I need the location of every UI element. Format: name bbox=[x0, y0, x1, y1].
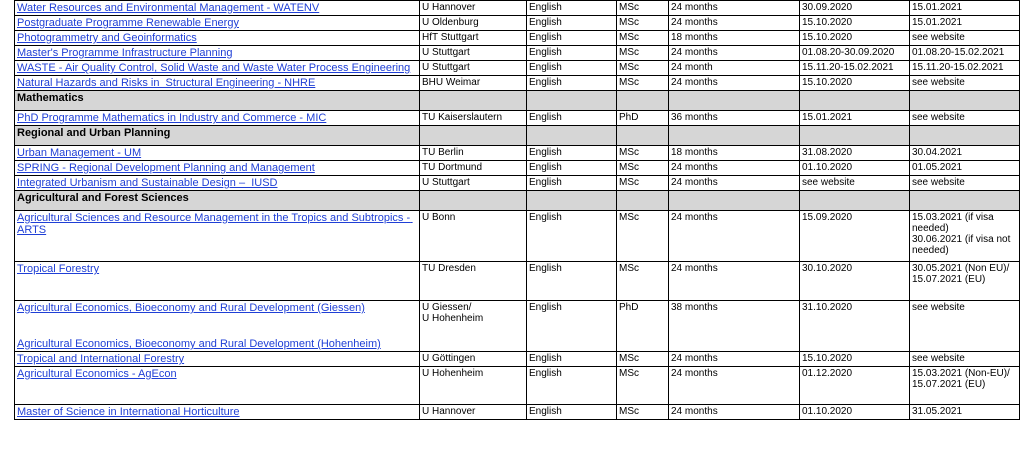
programme-link[interactable]: Photogrammetry and Geoinformatics bbox=[17, 32, 197, 44]
programme-link[interactable]: Urban Management - UM bbox=[17, 147, 142, 159]
duration-cell: 36 months bbox=[669, 111, 800, 126]
duration-cell: 38 months bbox=[669, 301, 800, 352]
category-row bbox=[15, 91, 1020, 111]
duration-cell: 24 months bbox=[669, 405, 800, 420]
duration-cell: 24 months bbox=[669, 46, 800, 61]
university-cell: U Oldenburg bbox=[420, 16, 527, 31]
programme-cell bbox=[15, 262, 420, 301]
start-date-cell: 15.01.2021 bbox=[800, 111, 910, 126]
table-row bbox=[15, 161, 1020, 176]
table-row bbox=[15, 16, 1020, 31]
start-date-cell: 01.10.2020 bbox=[800, 161, 910, 176]
language-cell: English bbox=[527, 46, 617, 61]
start-date-cell: 15.10.2020 bbox=[800, 31, 910, 46]
duration-cell: 24 months bbox=[669, 176, 800, 191]
programme-link[interactable]: PhD Programme Mathematics in Industry and Commerce - MIC bbox=[17, 112, 327, 124]
deadline-cell: 15.03.2021 (Non-EU)/ 15.07.2021 (EU) bbox=[910, 367, 1020, 405]
programme-cell bbox=[15, 146, 420, 161]
start-date-cell: 30.10.2020 bbox=[800, 262, 910, 301]
university-cell: U Bonn bbox=[420, 211, 527, 262]
programme-link[interactable]: Master's Programme Infrastructure Planning bbox=[17, 47, 233, 59]
deadline-cell: 15.01.2021 bbox=[910, 16, 1020, 31]
university-cell: U Hannover bbox=[420, 1, 527, 16]
table-row bbox=[15, 405, 1020, 420]
category-label: Mathematics bbox=[15, 91, 420, 111]
university-cell: TU Dresden bbox=[420, 262, 527, 301]
table-row bbox=[15, 352, 1020, 367]
deadline-cell: see website bbox=[910, 111, 1020, 126]
university-cell: U Stuttgart bbox=[420, 61, 527, 76]
language-cell: English bbox=[527, 76, 617, 91]
programme-cell bbox=[15, 211, 420, 262]
degree-cell: MSc bbox=[617, 46, 669, 61]
programme-cell bbox=[15, 176, 420, 191]
degree-cell: MSc bbox=[617, 76, 669, 91]
degree-cell: MSc bbox=[617, 262, 669, 301]
university-cell: U Stuttgart bbox=[420, 46, 527, 61]
duration-cell: 24 month bbox=[669, 61, 800, 76]
duration-cell: 24 months bbox=[669, 211, 800, 262]
degree-cell: PhD bbox=[617, 111, 669, 126]
university-cell: U Hannover bbox=[420, 405, 527, 420]
table-row bbox=[15, 111, 1020, 126]
table-row bbox=[15, 76, 1020, 91]
category-empty-cell bbox=[617, 126, 669, 146]
duration-cell: 18 months bbox=[669, 146, 800, 161]
category-row bbox=[15, 126, 1020, 146]
university-cell: TU Dortmund bbox=[420, 161, 527, 176]
degree-cell: MSc bbox=[617, 31, 669, 46]
programme-cell bbox=[15, 76, 420, 91]
degree-cell: MSc bbox=[617, 211, 669, 262]
university-cell: U Göttingen bbox=[420, 352, 527, 367]
category-label: Agricultural and Forest Sciences bbox=[15, 191, 420, 211]
programme-cell bbox=[15, 16, 420, 31]
degree-cell: MSc bbox=[617, 405, 669, 420]
programme-link[interactable]: SPRING - Regional Development Planning and Management bbox=[17, 162, 315, 174]
deadline-cell: 01.08.20-15.02.2021 bbox=[910, 46, 1020, 61]
university-cell: TU Berlin bbox=[420, 146, 527, 161]
category-empty-cell bbox=[617, 91, 669, 111]
table-row bbox=[15, 211, 1020, 262]
start-date-cell: 01.08.20-30.09.2020 bbox=[800, 46, 910, 61]
programme-link[interactable]: Agricultural Sciences and Resource Management in the Tropics and Subtropics - ARTS bbox=[17, 212, 413, 236]
start-date-cell: 15.10.2020 bbox=[800, 352, 910, 367]
category-empty-cell bbox=[527, 191, 617, 211]
programme-cell bbox=[15, 301, 420, 352]
category-empty-cell bbox=[669, 91, 800, 111]
start-date-cell: 15.09.2020 bbox=[800, 211, 910, 262]
deadline-cell: 30.05.2021 (Non EU)/ 15.07.2021 (EU) bbox=[910, 262, 1020, 301]
duration-cell: 24 months bbox=[669, 352, 800, 367]
language-cell: English bbox=[527, 301, 617, 352]
deadline-cell: 15.01.2021 bbox=[910, 1, 1020, 16]
category-empty-cell bbox=[669, 126, 800, 146]
degree-cell: MSc bbox=[617, 161, 669, 176]
table-row bbox=[15, 262, 1020, 301]
university-cell: TU Kaiserslautern bbox=[420, 111, 527, 126]
deadline-cell: 15.03.2021 (if visa needed) 30.06.2021 (if visa not needed) bbox=[910, 211, 1020, 262]
deadline-cell: see website bbox=[910, 301, 1020, 352]
programme-link[interactable]: Tropical and International Forestry bbox=[17, 353, 185, 365]
programme-cell bbox=[15, 1, 420, 16]
category-empty-cell bbox=[910, 91, 1020, 111]
programme-cell bbox=[15, 111, 420, 126]
language-cell: English bbox=[527, 146, 617, 161]
start-date-cell: see website bbox=[800, 176, 910, 191]
degree-cell: MSc bbox=[617, 1, 669, 16]
degree-cell: MSc bbox=[617, 367, 669, 405]
degree-cell: PhD bbox=[617, 301, 669, 352]
programme-link[interactable]: Postgraduate Programme Renewable Energy bbox=[17, 17, 239, 29]
deadline-cell: 31.05.2021 bbox=[910, 405, 1020, 420]
university-cell: HfT Stuttgart bbox=[420, 31, 527, 46]
programme-cell bbox=[15, 46, 420, 61]
category-row bbox=[15, 191, 1020, 211]
category-empty-cell bbox=[617, 191, 669, 211]
category-empty-cell bbox=[910, 126, 1020, 146]
language-cell: English bbox=[527, 211, 617, 262]
programme-cell bbox=[15, 367, 420, 405]
language-cell: English bbox=[527, 61, 617, 76]
programme-link[interactable]: Integrated Urbanism and Sustainable Design – IUSD bbox=[17, 177, 278, 189]
programme-link[interactable]: Agricultural Economics, Bioeconomy and Rural Development (Giessen) Agricultural Economics, Bioeconomy and Rural Development (Hohenheim) bbox=[17, 302, 381, 350]
category-empty-cell bbox=[800, 91, 910, 111]
degree-cell: MSc bbox=[617, 16, 669, 31]
programme-link[interactable]: WASTE - Air Quality Control, Solid Waste and Waste Water Process Engineering bbox=[17, 62, 411, 74]
category-empty-cell bbox=[800, 191, 910, 211]
duration-cell: 18 months bbox=[669, 31, 800, 46]
category-label: Regional and Urban Planning bbox=[15, 126, 420, 146]
deadline-cell: 01.05.2021 bbox=[910, 161, 1020, 176]
table-row bbox=[15, 367, 1020, 405]
duration-cell: 24 months bbox=[669, 262, 800, 301]
degree-cell: MSc bbox=[617, 61, 669, 76]
programme-cell bbox=[15, 161, 420, 176]
degree-cell: MSc bbox=[617, 352, 669, 367]
table-row bbox=[15, 46, 1020, 61]
deadline-cell: see website bbox=[910, 31, 1020, 46]
programme-cell bbox=[15, 31, 420, 46]
deadline-cell: see website bbox=[910, 352, 1020, 367]
language-cell: English bbox=[527, 176, 617, 191]
table-row bbox=[15, 301, 1020, 352]
language-cell: English bbox=[527, 405, 617, 420]
start-date-cell: 31.10.2020 bbox=[800, 301, 910, 352]
programme-link[interactable]: Water Resources and Environmental Management - WATENV bbox=[17, 2, 320, 14]
duration-cell: 24 months bbox=[669, 367, 800, 405]
degree-cell: MSc bbox=[617, 176, 669, 191]
start-date-cell: 01.10.2020 bbox=[800, 405, 910, 420]
language-cell: English bbox=[527, 31, 617, 46]
programme-table-body bbox=[15, 1, 1020, 420]
university-cell: U Giessen/ U Hohenheim bbox=[420, 301, 527, 352]
table-row bbox=[15, 1, 1020, 16]
category-empty-cell bbox=[420, 191, 527, 211]
university-cell: BHU Weimar bbox=[420, 76, 527, 91]
degree-cell: MSc bbox=[617, 146, 669, 161]
table-row bbox=[15, 61, 1020, 76]
programme-cell bbox=[15, 405, 420, 420]
language-cell: English bbox=[527, 367, 617, 405]
category-empty-cell bbox=[420, 126, 527, 146]
category-empty-cell bbox=[420, 91, 527, 111]
programme-link[interactable]: Agricultural Economics - AgEcon bbox=[17, 368, 177, 380]
start-date-cell: 01.12.2020 bbox=[800, 367, 910, 405]
language-cell: English bbox=[527, 1, 617, 16]
language-cell: English bbox=[527, 262, 617, 301]
programme-table bbox=[14, 0, 1020, 420]
programme-link[interactable]: Tropical Forestry bbox=[17, 263, 100, 275]
start-date-cell: 15.10.2020 bbox=[800, 76, 910, 91]
table-row bbox=[15, 176, 1020, 191]
start-date-cell: 15.11.20-15.02.2021 bbox=[800, 61, 910, 76]
language-cell: English bbox=[527, 111, 617, 126]
deadline-cell: 30.04.2021 bbox=[910, 146, 1020, 161]
duration-cell: 24 months bbox=[669, 1, 800, 16]
language-cell: English bbox=[527, 352, 617, 367]
programme-cell bbox=[15, 61, 420, 76]
language-cell: English bbox=[527, 161, 617, 176]
duration-cell: 24 months bbox=[669, 16, 800, 31]
category-empty-cell bbox=[527, 126, 617, 146]
deadline-cell: see website bbox=[910, 176, 1020, 191]
duration-cell: 24 months bbox=[669, 161, 800, 176]
university-cell: U Stuttgart bbox=[420, 176, 527, 191]
category-empty-cell bbox=[527, 91, 617, 111]
category-empty-cell bbox=[669, 191, 800, 211]
start-date-cell: 31.08.2020 bbox=[800, 146, 910, 161]
programme-link[interactable]: Natural Hazards and Risks in Structural Engineering - NHRE bbox=[17, 77, 316, 89]
category-empty-cell bbox=[800, 126, 910, 146]
table-row bbox=[15, 31, 1020, 46]
deadline-cell: see website bbox=[910, 76, 1020, 91]
duration-cell: 24 months bbox=[669, 76, 800, 91]
deadline-cell: 15.11.20-15.02.2021 bbox=[910, 61, 1020, 76]
programme-link[interactable]: Master of Science in International Horticulture bbox=[17, 406, 240, 418]
programme-cell bbox=[15, 352, 420, 367]
start-date-cell: 30.09.2020 bbox=[800, 1, 910, 16]
table-row bbox=[15, 146, 1020, 161]
category-empty-cell bbox=[910, 191, 1020, 211]
university-cell: U Hohenheim bbox=[420, 367, 527, 405]
start-date-cell: 15.10.2020 bbox=[800, 16, 910, 31]
language-cell: English bbox=[527, 16, 617, 31]
